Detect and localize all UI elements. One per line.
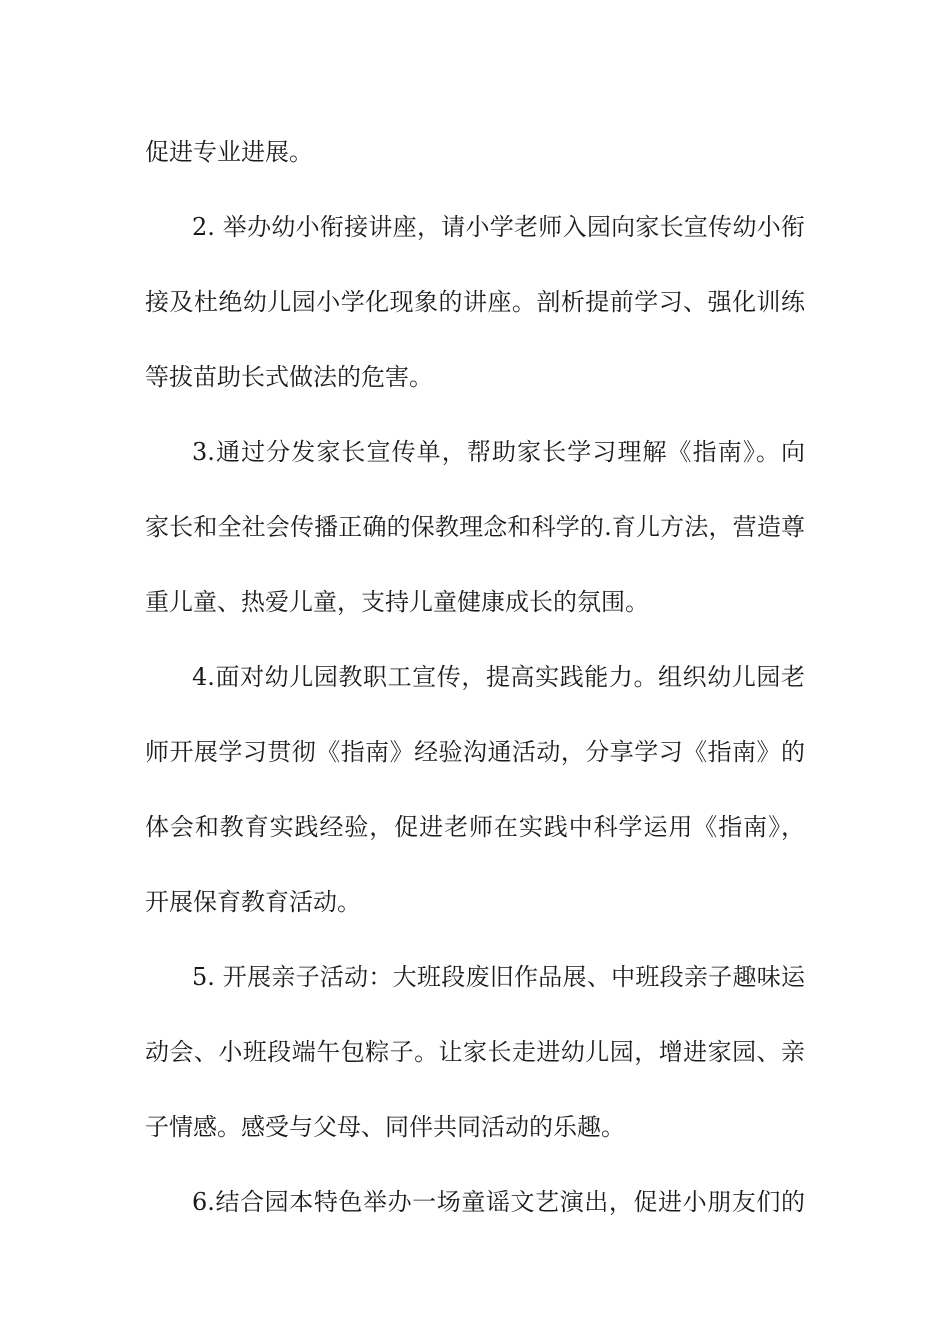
paragraph-5-line-3: 子情感。感受与父母、同伴共同活动的乐趣。 — [145, 1113, 625, 1141]
paragraph-4-line-1: 4.面对幼儿园教职工宣传，提高实践能力。组织幼儿园老 — [192, 663, 805, 691]
paragraph-5-line-2: 动会、小班段端午包粽子。让家长走进幼儿园，增进家园、亲 — [145, 1038, 805, 1066]
paragraph-4-line-3: 体会和教育实践经验，促进老师在实践中科学运用《指南》， — [145, 813, 805, 841]
paragraph-3-line-3: 重儿童、热爱儿童，支持儿童健康成长的氛围。 — [145, 588, 649, 616]
paragraph-4-line-2: 师开展学习贯彻《指南》经验沟通活动，分享学习《指南》的 — [145, 738, 805, 766]
paragraph-2-line-3: 等拔苗助长式做法的危害。 — [145, 363, 433, 391]
paragraph-6-line-1: 6.结合园本特色举办一场童谣文艺演出，促进小朋友们的 — [192, 1188, 805, 1216]
paragraph-5-line-1: 5. 开展亲子活动：大班段废旧作品展、中班段亲子趣味运 — [192, 963, 805, 991]
paragraph-2-line-2: 接及杜绝幼儿园小学化现象的讲座。剖析提前学习、强化训练 — [145, 288, 805, 316]
text-line: 促进专业进展。 — [145, 138, 313, 166]
paragraph-2-line-1: 2. 举办幼小衔接讲座，请小学老师入园向家长宣传幼小衔 — [192, 213, 805, 241]
paragraph-3-line-1: 3.通过分发家长宣传单，帮助家长学习理解《指南》。向 — [192, 438, 805, 466]
paragraph-3-line-2: 家长和全社会传播正确的保教理念和科学的.育儿方法，营造尊 — [145, 513, 805, 541]
paragraph-4-line-4: 开展保育教育活动。 — [145, 888, 361, 916]
